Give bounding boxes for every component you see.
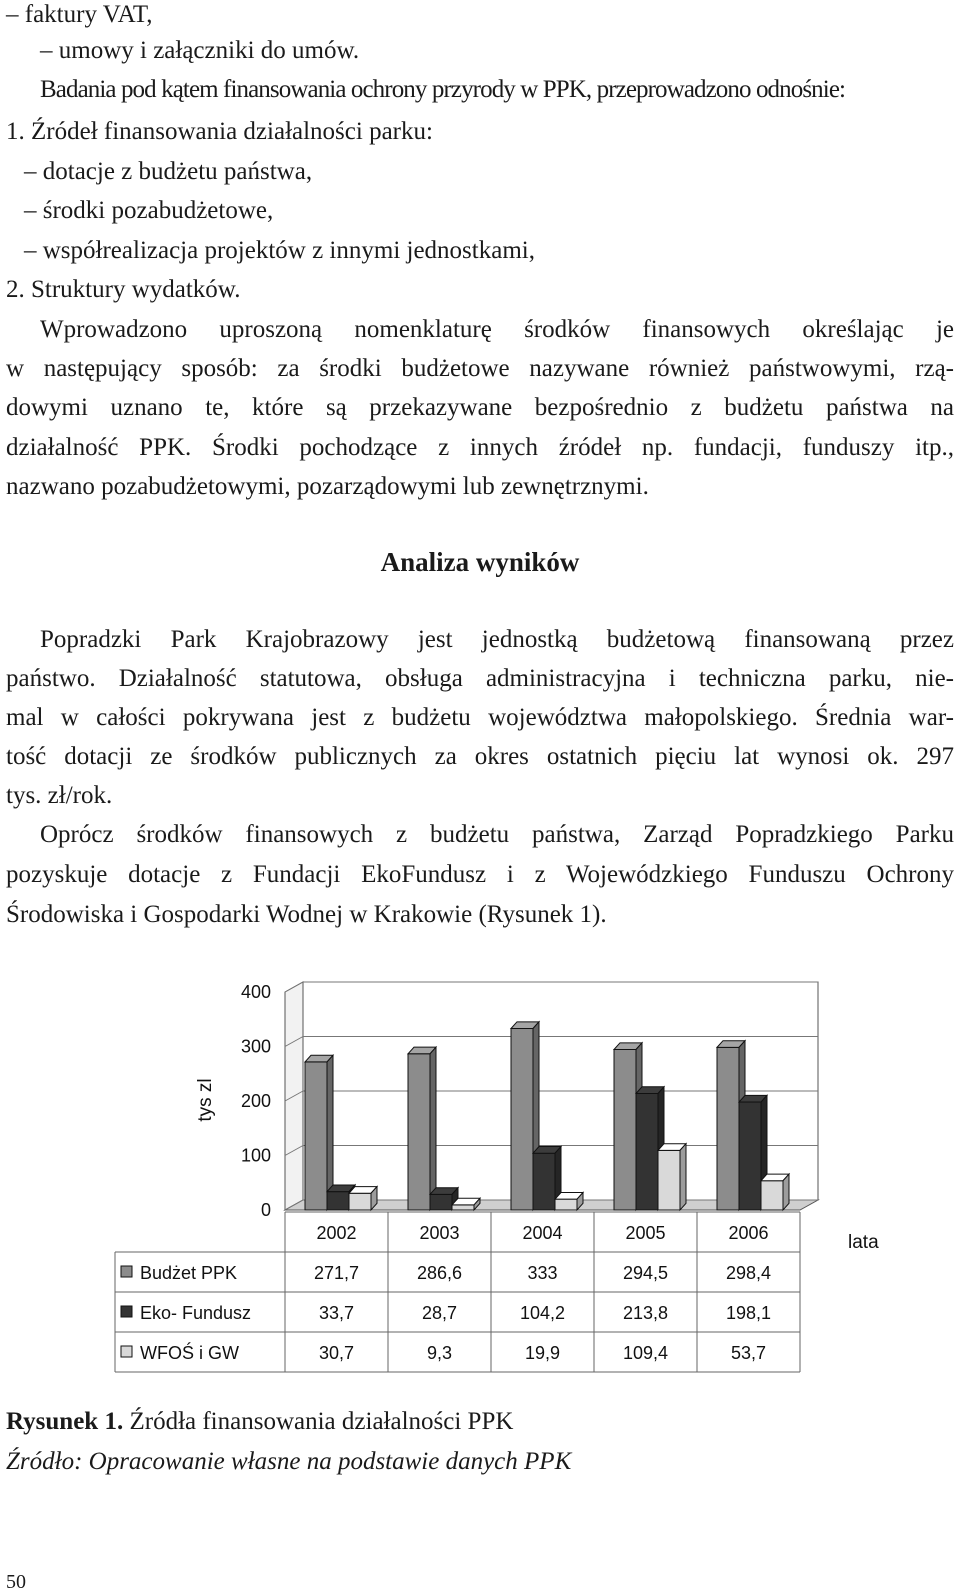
y-tick-label: 200	[240, 1091, 271, 1111]
data-label: 198,1	[725, 1303, 772, 1323]
data-label: 333	[527, 1263, 558, 1283]
data-label: 286,6	[416, 1263, 463, 1283]
y-tick-label: 0	[260, 1200, 271, 1220]
paragraph-analysis-line-2: państwo. Działalność statutowa, obsługa administracyjna i techniczna parku, nie-	[6, 665, 954, 692]
data-label: 109,4	[622, 1343, 669, 1363]
legend-label: WFOŚ i GW	[140, 1343, 239, 1363]
bar-2005-s2	[658, 1150, 680, 1210]
data-label: 298,4	[725, 1263, 772, 1283]
bar-2003-s1	[430, 1194, 452, 1210]
paragraph-analysis-line-3: mal w całości pokrywana jest z budżetu województwa małopolskiego. Średnia war-	[6, 704, 954, 731]
paragraph-grants-line-2: pozyskuje dotacje z Fundacji EkoFundusz i z Wojewódzkiego Funduszu Ochrony	[6, 861, 954, 888]
legend-label: Eko- Fundusz	[140, 1303, 252, 1323]
paragraph-grants-line-1: Oprócz środków finansowych z budżetu państwa, Zarząd Popradzkiego Parku	[40, 821, 954, 848]
funding-chart	[0, 960, 960, 1380]
bar-2005-s0	[614, 1049, 636, 1210]
paragraph-analysis-line-5: tys. zł/rok.	[6, 782, 113, 809]
page-number: 50	[6, 1571, 26, 1593]
list-item-zrodla: 1. Źródeł finansowania działalności parku:	[6, 118, 433, 145]
legend-swatch	[121, 1266, 132, 1277]
data-label: 28,7	[421, 1303, 458, 1323]
bar-2002-s1	[327, 1192, 349, 1210]
bar-side-2003-s0	[430, 1047, 436, 1210]
paragraph-grants-line-3: Środowiska i Gospodarki Wodnej w Krakowie (Rysunek 1).	[6, 901, 607, 928]
sublist-item-dotacje: – dotacje z budżetu państwa,	[24, 158, 313, 185]
legend-swatch	[121, 1346, 132, 1357]
figure-source: Źródło: Opracowanie własne na podstawie danych PPK	[6, 1448, 572, 1475]
figure-caption-label: Rysunek 1.	[6, 1408, 124, 1435]
data-label: 271,7	[313, 1263, 360, 1283]
bar-2003-s0	[408, 1054, 430, 1210]
data-label: 33,7	[318, 1303, 355, 1323]
paragraph-analysis-line-4: tość dotacji ze środków publicznych za okres ostatnich pięciu lat wynosi ok. 297	[6, 743, 954, 770]
paragraph-nomenclature-line-4: działalność PPK. Środki pochodzące z innych źródeł np. fundacji, funduszy itp.,	[6, 434, 954, 461]
bar-2004-s2	[555, 1199, 577, 1210]
paragraph-nomenclature-line-1: Wprowadzono uproszoną nomenklaturę środków finansowych określając je	[40, 316, 954, 343]
y-tick-label: 400	[240, 982, 271, 1002]
paragraph-nomenclature-line-2: w następujący sposób: za środki budżetowe nazywane również państwowymi, rzą-	[6, 355, 954, 382]
x-tick-label: 2004	[522, 1223, 563, 1243]
bar-2006-s1	[739, 1102, 761, 1210]
y-axis-label: tys zl	[195, 1078, 216, 1122]
data-label: 213,8	[622, 1303, 669, 1323]
bar-2004-s0	[511, 1029, 533, 1210]
y-tick-label: 100	[240, 1145, 271, 1166]
list-item-umowy: – umowy i załączniki do umów.	[40, 37, 360, 64]
x-tick-label: 2005	[625, 1223, 666, 1243]
data-label: 53,7	[730, 1343, 767, 1363]
y-tick-label: 300	[240, 1036, 271, 1057]
data-label: 9,3	[426, 1343, 453, 1363]
paragraph-analysis-line-1: Popradzki Park Krajobrazowy jest jednostką budżetową finansowaną przez	[40, 626, 954, 653]
x-axis-label: lata	[848, 1232, 879, 1253]
section-heading: Analiza wyników	[380, 547, 580, 577]
figure-caption-text: Źródła finansowania działalności PPK	[123, 1408, 514, 1435]
data-label: 19,9	[524, 1343, 561, 1363]
data-label: 294,5	[622, 1263, 669, 1283]
bar-2006-s0	[717, 1047, 739, 1210]
bar-2003-s2	[452, 1205, 474, 1210]
bar-side-2005-s2	[680, 1144, 686, 1210]
figure-caption	[6, 1406, 513, 1438]
bar-side-2006-s2	[783, 1174, 789, 1210]
legend-label: Budżet PPK	[140, 1263, 238, 1283]
sublist-item-wspolrealizacja: – współrealizacja projektów z innymi jednostkami,	[24, 237, 535, 264]
data-label: 104,2	[519, 1303, 566, 1323]
bar-2002-s0	[305, 1062, 327, 1210]
x-tick-label: 2006	[728, 1223, 769, 1243]
intro-text: Badania pod kątem finansowania ochrony przyrody w PPK, przeprowadzono odnośnie:	[40, 76, 846, 103]
paragraph-nomenclature-line-3: dowymi uznano te, które są przekazywane bezpośrednio z budżetu państwa na	[6, 394, 954, 421]
list-item-faktury: – faktury VAT,	[6, 1, 153, 28]
x-tick-label: 2002	[316, 1223, 357, 1243]
paragraph-nomenclature-line-5: nazwano pozabudżetowymi, pozarządowymi lub zewnętrznymi.	[6, 473, 649, 500]
bar-2004-s1	[533, 1153, 555, 1210]
bar-2006-s2	[761, 1181, 783, 1210]
sublist-item-pozabudzetowe: – środki pozabudżetowe,	[24, 197, 274, 224]
bar-2002-s2	[349, 1193, 371, 1210]
bar-2005-s1	[636, 1093, 658, 1210]
list-item-struktury: 2. Struktury wydatków.	[6, 276, 241, 303]
data-label: 30,7	[318, 1343, 355, 1363]
legend-swatch	[121, 1306, 132, 1317]
x-tick-label: 2003	[419, 1223, 460, 1243]
